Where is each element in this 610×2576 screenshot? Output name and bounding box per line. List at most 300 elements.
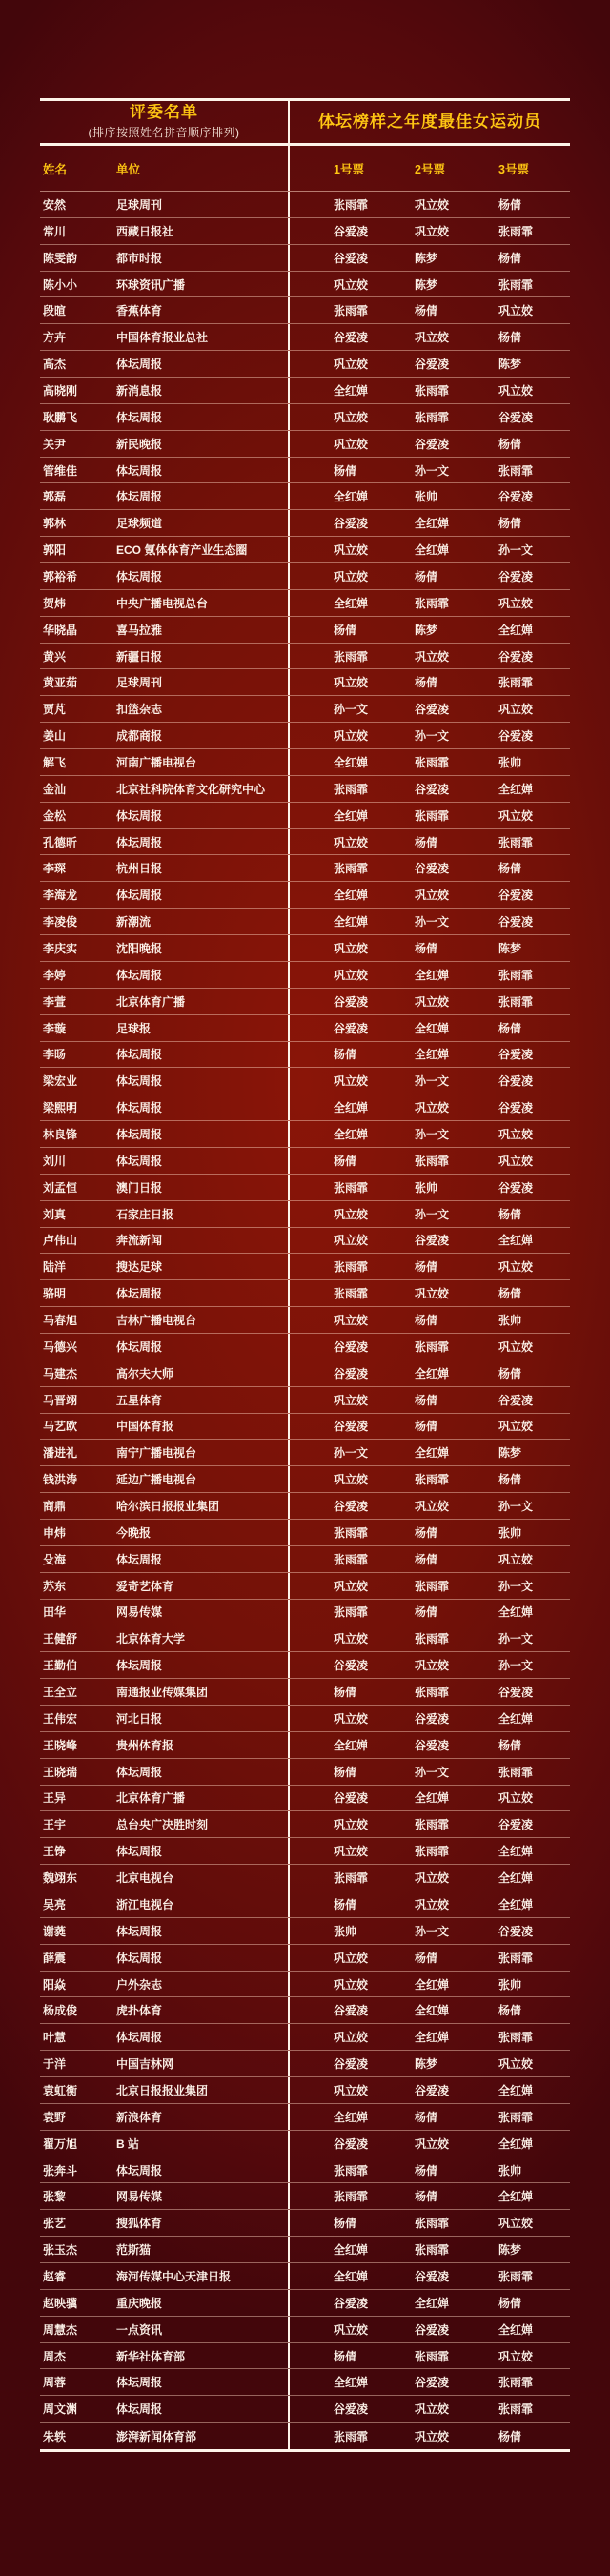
vote-1: 张雨霏 <box>334 862 369 876</box>
award-title: 体坛榜样之年度最佳女运动员 <box>318 112 541 131</box>
judge-org: 中央广播电视总台 <box>116 596 209 610</box>
judge-org: 总台央广决胜时刻 <box>116 1818 209 1832</box>
vote-2: 谷爱凌 <box>415 2269 450 2283</box>
vote-1: 全红婵 <box>334 383 369 398</box>
judge-name: 马建杰 <box>43 1366 78 1380</box>
vote-2: 孙一文 <box>415 1207 450 1221</box>
table-row <box>40 2263 570 2290</box>
row-judge-cell <box>40 404 290 430</box>
row-judge-cell <box>40 351 290 377</box>
judge-org: 体坛周报 <box>116 358 163 372</box>
judge-org: 北京社科院体育文化研究中心 <box>116 782 266 796</box>
vote-1: 张雨霏 <box>334 2163 369 2177</box>
award-header <box>290 101 570 143</box>
row-judge-cell <box>40 1759 290 1785</box>
judge-org: 虎扑体育 <box>116 2004 163 2018</box>
vote-2: 全红婵 <box>415 1446 450 1461</box>
judge-org: 澳门日报 <box>116 1180 163 1195</box>
vote-3: 张雨霏 <box>498 463 534 478</box>
vote-2: 张雨霏 <box>415 2217 450 2231</box>
table-row <box>40 1732 570 1759</box>
vote-2: 陈梦 <box>415 251 438 265</box>
row-judge-cell <box>40 2104 290 2130</box>
vote-1: 谷爱凌 <box>334 517 369 531</box>
vote-1: 张雨霏 <box>334 2429 369 2443</box>
vote-1: 谷爱凌 <box>334 1021 369 1035</box>
row-votes-cell <box>290 2396 570 2422</box>
vote-2: 全红婵 <box>415 2031 450 2045</box>
table-row <box>40 1068 570 1094</box>
vote-1: 杨倩 <box>334 463 357 478</box>
row-judge-cell <box>40 1652 290 1678</box>
judge-name: 周慧杰 <box>43 2322 78 2337</box>
judge-name: 李璇 <box>43 1021 67 1035</box>
vote-3: 杨倩 <box>498 437 522 451</box>
vote-1: 谷爱凌 <box>334 331 369 345</box>
judge-name: 王健舒 <box>43 1632 78 1646</box>
vote-1: 孙一文 <box>334 1446 369 1461</box>
vote-2: 巩立姣 <box>415 889 450 903</box>
vote-3: 全红婵 <box>498 1897 534 1912</box>
column-header-name: 姓名 <box>43 162 68 176</box>
vote-3: 陈梦 <box>498 1446 522 1461</box>
table-row <box>40 1786 570 1812</box>
vote-2: 谷爱凌 <box>415 782 450 796</box>
vote-3: 谷爱凌 <box>498 915 534 930</box>
vote-3: 巩立姣 <box>498 2349 534 2363</box>
vote-2: 杨倩 <box>415 1393 438 1407</box>
judge-org: 范斯猫 <box>116 2243 152 2258</box>
vote-3: 谷爱凌 <box>498 889 534 903</box>
vote-2: 谷爱凌 <box>415 703 450 717</box>
judge-name: 马晋翊 <box>43 1393 78 1407</box>
table-row <box>40 1414 570 1441</box>
judge-org: 重庆晚报 <box>116 2296 163 2310</box>
row-votes-cell <box>290 1786 570 1811</box>
vote-2: 杨倩 <box>415 1525 438 1540</box>
table-row <box>40 1201 570 1228</box>
table-row <box>40 483 570 510</box>
vote-1: 张帅 <box>334 1924 357 1938</box>
vote-3: 张雨霏 <box>498 2110 534 2124</box>
row-votes-cell <box>290 644 570 669</box>
row-judge-cell <box>40 1068 290 1094</box>
table-row <box>40 1759 570 1786</box>
table-row <box>40 245 570 272</box>
vote-2: 杨倩 <box>415 835 438 849</box>
judge-name: 李海龙 <box>43 889 78 903</box>
row-votes-cell <box>290 192 570 217</box>
row-votes-cell <box>290 749 570 775</box>
vote-3: 杨倩 <box>498 1287 522 1301</box>
judge-org: 今晚报 <box>116 1525 152 1540</box>
row-votes-cell <box>290 989 570 1014</box>
table-row <box>40 431 570 458</box>
row-judge-cell <box>40 1201 290 1227</box>
row-judge-cell <box>40 1121 290 1147</box>
vote-3: 张帅 <box>498 755 522 769</box>
vote-3: 杨倩 <box>498 1021 522 1035</box>
judge-org: B 站 <box>116 2136 140 2151</box>
vote-3: 张帅 <box>498 1977 522 1992</box>
vote-1: 谷爱凌 <box>334 1420 369 1434</box>
table-row <box>40 829 570 856</box>
vote-3: 张雨霏 <box>498 2031 534 2045</box>
vote-1: 全红婵 <box>334 2376 369 2390</box>
row-votes-cell <box>290 2237 570 2262</box>
vote-2: 孙一文 <box>415 1074 450 1089</box>
vote-2: 张雨霏 <box>415 1818 450 1832</box>
judge-name: 苏东 <box>43 1579 67 1593</box>
vote-1: 张雨霏 <box>334 1180 369 1195</box>
judge-name: 高杰 <box>43 358 67 372</box>
vote-2: 谷爱凌 <box>415 862 450 876</box>
vote-1: 谷爱凌 <box>334 2136 369 2151</box>
judge-name: 张艺 <box>43 2217 67 2231</box>
vote-2: 全红婵 <box>415 1366 450 1380</box>
vote-3: 全红婵 <box>498 1845 534 1859</box>
row-judge-cell <box>40 2369 290 2395</box>
table-row <box>40 1015 570 1042</box>
judge-org: 成都商报 <box>116 729 163 744</box>
judge-org: 中国体育报 <box>116 1420 174 1434</box>
vote-2: 孙一文 <box>415 463 450 478</box>
row-votes-cell <box>290 1466 570 1492</box>
row-judge-cell <box>40 245 290 271</box>
judge-org: 一点资讯 <box>116 2322 163 2337</box>
row-votes-cell <box>290 1972 570 1997</box>
row-judge-cell <box>40 989 290 1014</box>
column-header-row <box>40 146 570 192</box>
row-judge-cell <box>40 617 290 643</box>
row-judge-cell <box>40 1972 290 1997</box>
vote-2: 全红婵 <box>415 1048 450 1062</box>
judge-name: 李旸 <box>43 1048 67 1062</box>
vote-3: 巩立姣 <box>498 2217 534 2231</box>
vote-3: 全红婵 <box>498 2136 534 2151</box>
judge-org: 爱奇艺体育 <box>116 1579 174 1593</box>
judge-name: 钱洪涛 <box>43 1473 78 1487</box>
vote-3: 张雨霏 <box>498 224 534 238</box>
row-judge-cell <box>40 1732 290 1758</box>
judge-org: 贵州体育报 <box>116 1738 174 1752</box>
vote-1: 全红婵 <box>334 2110 369 2124</box>
row-judge-cell <box>40 1997 290 2023</box>
row-votes-cell <box>290 431 570 457</box>
table-row <box>40 218 570 245</box>
judge-org: 哈尔滨日报报业集团 <box>116 1500 220 1514</box>
column-header-vote2: 2号票 <box>415 162 445 176</box>
row-votes-cell <box>290 2024 570 2050</box>
vote-1: 全红婵 <box>334 2243 369 2258</box>
vote-2: 全红婵 <box>415 543 450 558</box>
judge-org: 体坛周报 <box>116 1845 163 1859</box>
vote-3: 孙一文 <box>498 1659 534 1673</box>
vote-2: 巩立姣 <box>415 1287 450 1301</box>
row-judge-cell <box>40 192 290 217</box>
row-judge-cell <box>40 1280 290 1306</box>
table-row <box>40 617 570 644</box>
vote-3: 张帅 <box>498 2163 522 2177</box>
row-judge-cell <box>40 1148 290 1174</box>
judge-org: 新华社体育部 <box>116 2349 186 2363</box>
judge-org: 体坛周报 <box>116 1951 163 1965</box>
row-votes-cell <box>290 1520 570 1545</box>
judge-org: 体坛周报 <box>116 1154 163 1168</box>
column-headers-left <box>40 146 290 191</box>
vote-1: 巩立姣 <box>334 569 369 583</box>
judge-name: 安然 <box>43 197 67 212</box>
judge-org: 新消息报 <box>116 383 163 398</box>
judge-org: 新民晚报 <box>116 437 163 451</box>
row-votes-cell <box>290 1865 570 1891</box>
judge-org: 西藏日报社 <box>116 224 174 238</box>
table-row <box>40 1600 570 1626</box>
judge-org: 北京体育广播 <box>116 1791 186 1806</box>
table-row <box>40 2290 570 2317</box>
vote-2: 张雨霏 <box>415 1473 450 1487</box>
vote-3: 杨倩 <box>498 862 522 876</box>
row-votes-cell <box>290 458 570 483</box>
judge-org: 北京日报报业集团 <box>116 2083 209 2097</box>
judge-name: 刘川 <box>43 1154 67 1168</box>
judge-name: 周文渊 <box>43 2402 78 2417</box>
judge-name: 华晓晶 <box>43 623 78 637</box>
judge-name: 郭磊 <box>43 490 67 504</box>
row-judge-cell <box>40 1228 290 1254</box>
vote-3: 巩立姣 <box>498 808 534 823</box>
judge-org: 体坛周报 <box>116 1048 163 1062</box>
vote-1: 巩立姣 <box>334 1579 369 1593</box>
vote-1: 巩立姣 <box>334 835 369 849</box>
vote-3: 全红婵 <box>498 782 534 796</box>
vote-3: 全红婵 <box>498 1605 534 1620</box>
vote-3: 杨倩 <box>498 1366 522 1380</box>
judge-name: 梁宏业 <box>43 1074 78 1089</box>
row-judge-cell <box>40 324 290 350</box>
judge-name: 周蓉 <box>43 2376 67 2390</box>
vote-1: 杨倩 <box>334 1897 357 1912</box>
vote-2: 陈梦 <box>415 2057 438 2072</box>
table-row <box>40 2077 570 2104</box>
vote-3: 巩立姣 <box>498 1339 534 1354</box>
row-judge-cell <box>40 1334 290 1360</box>
vote-2: 巩立姣 <box>415 649 450 664</box>
judge-name: 马艺欧 <box>43 1420 78 1434</box>
judge-org: 环球资讯广播 <box>116 277 186 292</box>
row-judge-cell <box>40 2423 290 2449</box>
row-votes-cell <box>290 563 570 589</box>
vote-2: 张雨霏 <box>415 1686 450 1700</box>
vote-1: 谷爱凌 <box>334 2402 369 2417</box>
vote-2: 巩立姣 <box>415 2136 450 2151</box>
judge-org: 吉林广播电视台 <box>116 1314 197 1328</box>
row-votes-cell <box>290 2077 570 2103</box>
vote-2: 巩立姣 <box>415 2402 450 2417</box>
judge-name: 贺炜 <box>43 596 67 610</box>
row-judge-cell <box>40 378 290 403</box>
row-votes-cell <box>290 882 570 908</box>
row-judge-cell <box>40 483 290 509</box>
row-votes-cell <box>290 1334 570 1360</box>
judge-name: 孔德昕 <box>43 835 78 849</box>
judge-name: 金松 <box>43 808 67 823</box>
row-votes-cell <box>290 2263 570 2289</box>
judge-name: 薛震 <box>43 1951 67 1965</box>
vote-1: 张雨霏 <box>334 649 369 664</box>
vote-3: 张雨霏 <box>498 835 534 849</box>
vote-3: 巩立姣 <box>498 1154 534 1168</box>
table-row <box>40 1121 570 1148</box>
table-row <box>40 1175 570 1201</box>
row-judge-cell <box>40 935 290 961</box>
vote-3: 杨倩 <box>498 2296 522 2310</box>
row-votes-cell <box>290 1280 570 1306</box>
vote-1: 巩立姣 <box>334 1977 369 1992</box>
row-judge-cell <box>40 2024 290 2050</box>
vote-3: 谷爱凌 <box>498 1101 534 1115</box>
judge-org: 搜狐体育 <box>116 2217 163 2231</box>
judge-name: 田华 <box>43 1605 67 1620</box>
table-row <box>40 324 570 351</box>
table-row <box>40 2237 570 2263</box>
vote-1: 巩立姣 <box>334 1473 369 1487</box>
row-votes-cell <box>290 1546 570 1572</box>
vote-1: 杨倩 <box>334 1686 357 1700</box>
row-judge-cell <box>40 776 290 802</box>
column-header-vote1: 1号票 <box>334 162 364 176</box>
row-votes-cell <box>290 855 570 881</box>
vote-2: 杨倩 <box>415 676 438 690</box>
vote-3: 巩立姣 <box>498 2057 534 2072</box>
table-row <box>40 590 570 617</box>
vote-1: 张雨霏 <box>334 304 369 318</box>
vote-2: 杨倩 <box>415 304 438 318</box>
vote-1: 巩立姣 <box>334 2083 369 2097</box>
table-row <box>40 1334 570 1360</box>
judge-org: 奔流新闻 <box>116 1234 163 1248</box>
row-votes-cell <box>290 1042 570 1068</box>
vote-1: 谷爱凌 <box>334 994 369 1009</box>
row-judge-cell <box>40 272 290 297</box>
vote-1: 巩立姣 <box>334 277 369 292</box>
vote-3: 谷爱凌 <box>498 569 534 583</box>
vote-2: 张雨霏 <box>415 1579 450 1593</box>
row-judge-cell <box>40 1706 290 1731</box>
table-row <box>40 1945 570 1972</box>
table-row <box>40 378 570 404</box>
table-row <box>40 537 570 563</box>
judge-org: 中国体育报业总社 <box>116 331 209 345</box>
vote-2: 谷爱凌 <box>415 437 450 451</box>
table-row <box>40 1865 570 1891</box>
row-judge-cell <box>40 2396 290 2422</box>
table-row <box>40 1997 570 2024</box>
vote-2: 巩立姣 <box>415 2429 450 2443</box>
vote-2: 张雨霏 <box>415 383 450 398</box>
judge-org: 南宁广播电视台 <box>116 1446 197 1461</box>
vote-2: 陈梦 <box>415 277 438 292</box>
judge-org: 体坛周报 <box>116 2376 163 2390</box>
row-judge-cell <box>40 218 290 244</box>
row-judge-cell <box>40 1387 290 1413</box>
judge-org: 体坛周报 <box>116 889 163 903</box>
row-judge-cell <box>40 855 290 881</box>
row-votes-cell <box>290 537 570 562</box>
row-votes-cell <box>290 1440 570 1465</box>
vote-1: 张雨霏 <box>334 2190 369 2204</box>
row-votes-cell <box>290 1493 570 1519</box>
table-row <box>40 1254 570 1280</box>
row-judge-cell <box>40 803 290 828</box>
judge-name: 翟万旭 <box>43 2136 78 2151</box>
row-votes-cell <box>290 2131 570 2157</box>
row-judge-cell <box>40 1493 290 1519</box>
table-row <box>40 192 570 218</box>
vote-2: 孙一文 <box>415 1924 450 1938</box>
vote-3: 孙一文 <box>498 1500 534 1514</box>
vote-3: 陈梦 <box>498 941 522 955</box>
vote-3: 全红婵 <box>498 623 534 637</box>
vote-3: 张帅 <box>498 1525 522 1540</box>
vote-1: 张雨霏 <box>334 782 369 796</box>
vote-1: 全红婵 <box>334 1101 369 1115</box>
row-votes-cell <box>290 1573 570 1599</box>
judge-org: 石家庄日报 <box>116 1207 174 1221</box>
judge-name: 张黎 <box>43 2190 67 2204</box>
vote-1: 巩立姣 <box>334 1818 369 1832</box>
judge-name: 方卉 <box>43 331 67 345</box>
row-judge-cell <box>40 2237 290 2262</box>
vote-2: 巩立姣 <box>415 994 450 1009</box>
vote-2: 张雨霏 <box>415 755 450 769</box>
vote-3: 谷爱凌 <box>498 1818 534 1832</box>
vote-2: 孙一文 <box>415 1128 450 1141</box>
table-row <box>40 272 570 298</box>
vote-1: 谷爱凌 <box>334 1659 369 1673</box>
vote-1: 巩立姣 <box>334 543 369 558</box>
table-row <box>40 1493 570 1520</box>
row-votes-cell <box>290 2317 570 2342</box>
judge-org: 搜达足球 <box>116 1260 163 1275</box>
judge-org: 足球频道 <box>116 517 163 531</box>
jury-vote-table <box>40 98 570 2452</box>
judge-name: 叶慧 <box>43 2031 67 2045</box>
table-row <box>40 1706 570 1732</box>
vote-3: 巩立姣 <box>498 703 534 717</box>
judge-org: 新潮流 <box>116 915 152 930</box>
judge-org: 河南广播电视台 <box>116 755 197 769</box>
vote-1: 张雨霏 <box>334 1260 369 1275</box>
judge-org: 体坛周报 <box>116 410 163 424</box>
table-body <box>40 192 570 2449</box>
table-row <box>40 1307 570 1334</box>
judge-name: 马德兴 <box>43 1339 78 1354</box>
row-judge-cell <box>40 696 290 722</box>
vote-3: 杨倩 <box>498 2004 522 2018</box>
row-votes-cell <box>290 2183 570 2209</box>
vote-1: 巩立姣 <box>334 1207 369 1221</box>
table-row <box>40 1573 570 1600</box>
row-judge-cell <box>40 2210 290 2236</box>
table-row <box>40 2131 570 2157</box>
row-judge-cell <box>40 537 290 562</box>
table-row <box>40 1228 570 1255</box>
vote-3: 张雨霏 <box>498 2376 534 2390</box>
vote-2: 张雨霏 <box>415 410 450 424</box>
table-row <box>40 1280 570 1307</box>
judge-org: 体坛周报 <box>116 968 163 982</box>
